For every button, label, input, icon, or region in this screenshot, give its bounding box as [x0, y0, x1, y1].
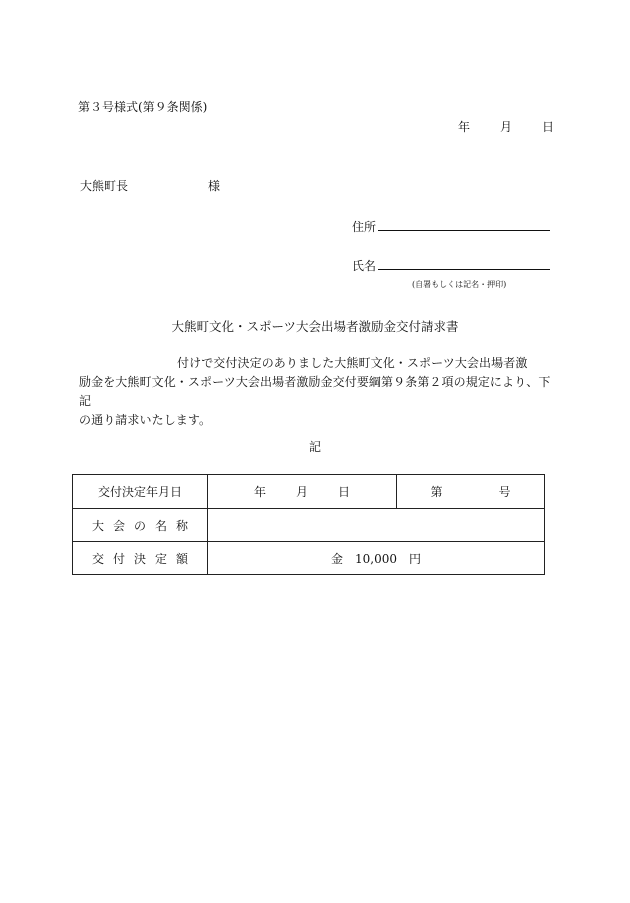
body-line-2: 励金を大熊町文化・スポーツ大会出場者激励金交付要綱第９条第２項の規定により、下記 [79, 375, 551, 408]
date-day: 日 [542, 120, 555, 134]
body-line-1: 付けで交付決定のありました大熊町文化・スポーツ大会出場者激 [177, 356, 528, 370]
decision-number-suffix: 号 [498, 485, 511, 499]
decision-year: 年 [253, 485, 266, 499]
address-line[interactable] [378, 230, 550, 231]
date-year: 年 [458, 120, 471, 134]
addressee-honorific: 様 [208, 179, 221, 193]
document-title: 大熊町文化・スポーツ大会出場者激励金交付請求書 [171, 319, 459, 334]
decision-day: 日 [338, 485, 351, 499]
amount-value: 金 10,000 円 [208, 542, 545, 575]
info-table [72, 474, 545, 575]
address-label: 住所 [352, 220, 377, 234]
table-row [73, 509, 545, 542]
date-month: 月 [500, 120, 513, 134]
decision-number-value[interactable] [397, 475, 545, 509]
body-line-3: の通り請求いたします。 [79, 413, 212, 427]
decision-date-value[interactable] [208, 475, 397, 509]
addressee-name: 大熊町長 [80, 179, 129, 193]
name-label: 氏名 [352, 259, 377, 273]
signature-note: (自署もしくは記名・押印) [412, 280, 507, 289]
decision-date-label: 交付決定年月日 [73, 475, 208, 509]
amount-label: 交付決定額 [73, 542, 208, 575]
decision-month: 月 [295, 485, 308, 499]
table-row [73, 542, 545, 575]
event-name-value[interactable] [208, 509, 545, 542]
decision-number-prefix: 第 [430, 485, 443, 499]
body-text [79, 354, 551, 430]
event-name-label: 大会の名称 [73, 509, 208, 542]
form-number: 第３号様式(第９条関係) [78, 100, 208, 114]
ki-heading: 記 [308, 440, 321, 454]
table-row [73, 475, 545, 509]
date-line [458, 118, 554, 135]
name-line[interactable] [378, 269, 550, 270]
